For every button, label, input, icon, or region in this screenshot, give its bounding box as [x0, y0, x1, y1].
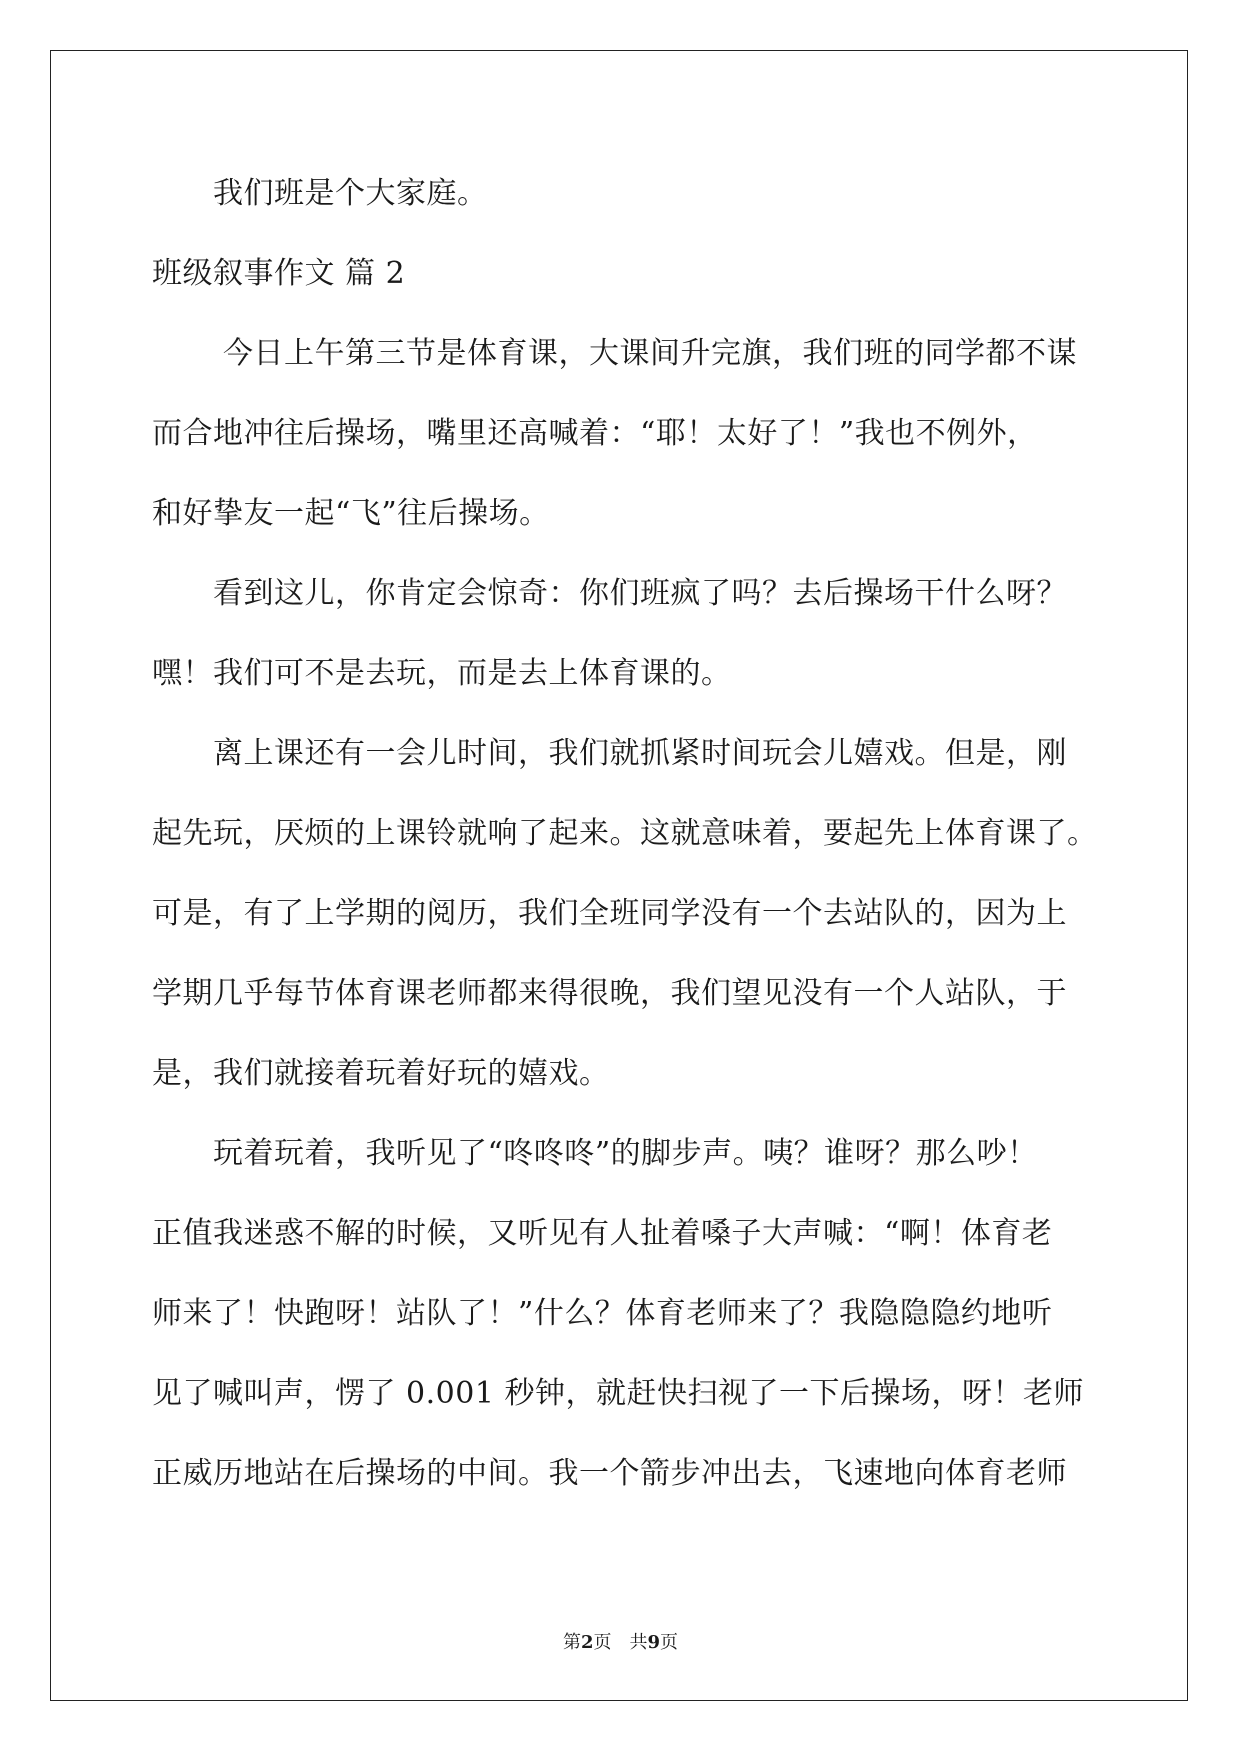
- paragraph-line: 是，我们就接着玩着好玩的嬉戏。: [152, 1056, 610, 1091]
- footer-total-pages: 9: [647, 1632, 661, 1653]
- footer-suffix: 页: [660, 1632, 679, 1653]
- paragraph-line: 今日上午第三节是体育课，大课间升完旗，我们班的同学都不谋: [152, 336, 1078, 371]
- paragraph-line: 嘿！我们可不是去玩，而是去上体育课的。: [152, 656, 732, 691]
- paragraph-line: 离上课还有一会儿时间，我们就抓紧时间玩会儿嬉戏。但是，刚: [152, 736, 1067, 771]
- paragraph-line: 起先玩，厌烦的上课铃就响了起来。这就意味着，要起先上体育课了。: [152, 816, 1098, 851]
- footer-mid: 页 共: [593, 1632, 648, 1653]
- paragraph-line: 正值我迷惑不解的时候，又听见有人扯着嗓子大声喊：“啊！体育老: [152, 1216, 1053, 1251]
- paragraph-line: 和好挚友一起“飞”往后操场。: [152, 496, 550, 531]
- section-heading: 班级叙事作文 篇 2: [152, 256, 406, 291]
- paragraph-line: 而合地冲往后操场，嘴里还高喊着：“耶！太好了！”我也不例外，: [152, 416, 1038, 451]
- paragraph-line: 看到这儿，你肯定会惊奇：你们班疯了吗？去后操场干什么呀？: [152, 576, 1067, 611]
- paragraph-line: 玩着玩着，我听见了“咚咚咚”的脚步声。咦？谁呀？那么吵！: [152, 1136, 1038, 1171]
- paragraph-line: 正威历地站在后操场的中间。我一个箭步冲出去，飞速地向体育老师: [152, 1456, 1067, 1491]
- paragraph-line: 学期几乎每节体育课老师都来得很晚，我们望见没有一个人站队，于: [152, 976, 1067, 1011]
- paragraph-line: 师来了！快跑呀！站队了！”什么？体育老师来了？我隐隐隐约地听: [152, 1296, 1053, 1331]
- footer-prefix: 第: [562, 1632, 581, 1653]
- footer-page-number: 2: [580, 1632, 594, 1653]
- paragraph-line: 可是，有了上学期的阅历，我们全班同学没有一个去站队的，因为上: [152, 896, 1067, 931]
- paragraph-line: 我们班是个大家庭。: [152, 176, 488, 211]
- page-footer: [0, 1631, 1241, 1655]
- paragraph-line: 见了喊叫声，愣了 0.001 秒钟，就赶快扫视了一下后操场，呀！老师: [152, 1376, 1084, 1411]
